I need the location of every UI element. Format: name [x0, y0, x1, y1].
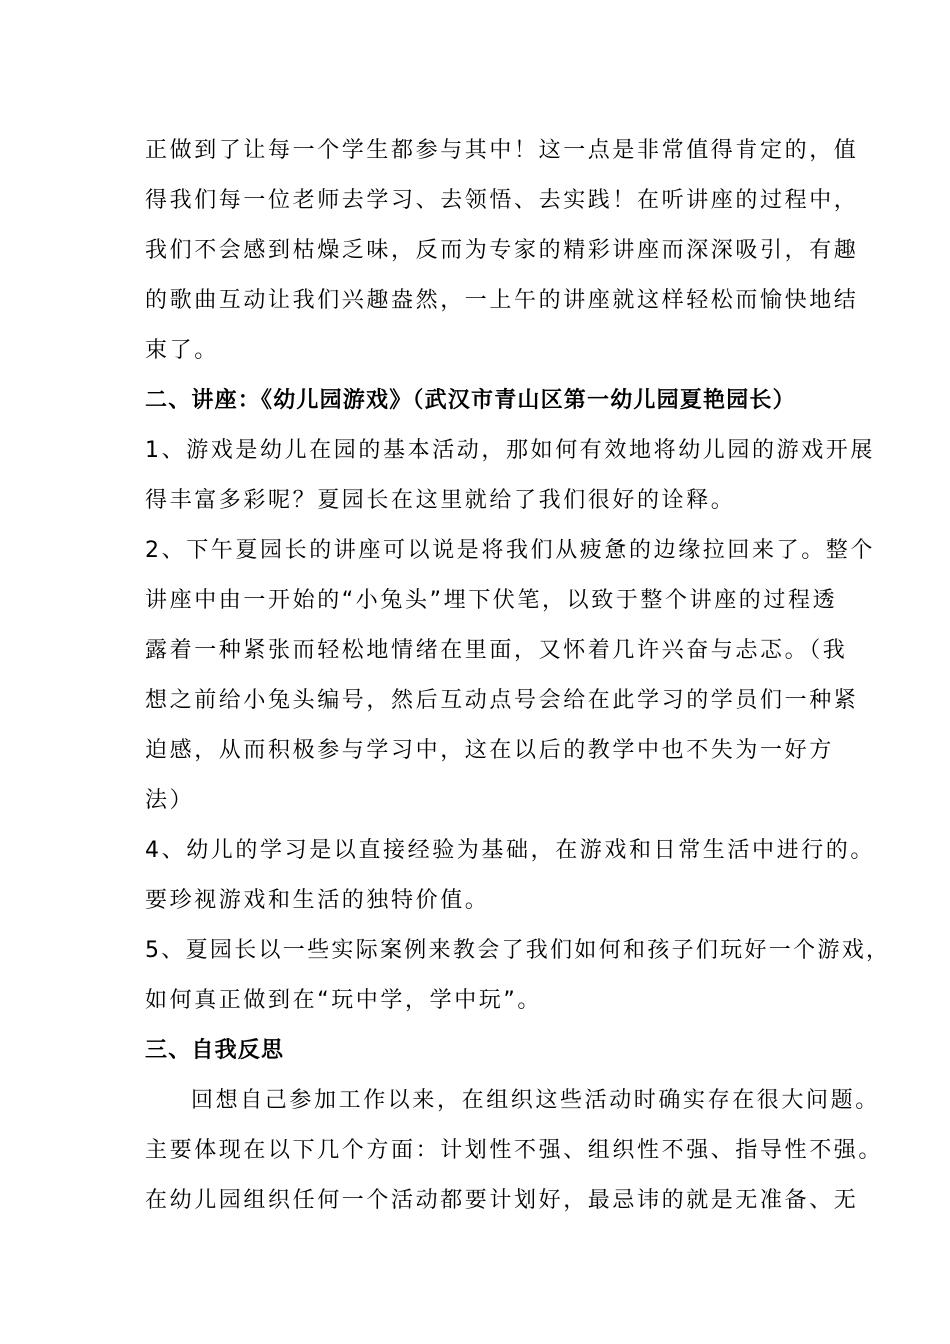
paragraph-line: 正做到了让每一个学生都参与其中！这一点是非常值得肯定的，值: [145, 138, 859, 163]
list-item-line: 5、夏园长以一些实际案例来教会了我们如何和孩子们玩好一个游戏，: [145, 938, 891, 963]
paragraph-line: 我们不会感到枯燥乏味，反而为专家的精彩讲座而深深吸引，有趣: [145, 238, 859, 263]
list-item-line: 得丰富多彩呢？夏园长在这里就给了我们很好的诠释。: [145, 488, 736, 513]
paragraph-line: 得我们每一位老师去学习、去领悟、去实践！在听讲座的过程中，: [145, 188, 859, 213]
list-item-line: 1、游戏是幼儿在园的基本活动，那如何有效地将幼儿园的游戏开展: [145, 438, 875, 463]
list-item-line: 讲座中由一开始的“小兔头”埋下伏笔，以致于整个讲座的过程透: [145, 588, 838, 613]
paragraph-line: 束了。: [145, 338, 219, 363]
paragraph-line: 主要体现在以下几个方面：计划性不强、组织性不强、指导性不强。: [145, 1138, 884, 1163]
list-item-line: 法）: [145, 788, 195, 813]
list-item-line: 2、下午夏园长的讲座可以说是将我们从疲惫的边缘拉回来了。整个: [145, 538, 875, 563]
paragraph-line: 的歌曲互动让我们兴趣盎然，一上午的讲座就这样轻松而愉快地结: [145, 288, 859, 313]
list-item-line: 想之前给小兔头编号，然后互动点号会给在此学习的学员们一种紧: [145, 688, 859, 713]
list-item-line: 如何真正做到在“玩中学，学中玩”。: [145, 988, 542, 1013]
list-item-line: 4、幼儿的学习是以直接经验为基础，在游戏和日常生活中进行的。: [145, 838, 875, 863]
list-item-line: 露着一种紧张而轻松地情绪在里面，又怀着几许兴奋与忐忑。（我: [145, 638, 848, 663]
section-heading-lecture: 二、讲座：《幼儿园游戏》（武汉市青山区第一幼儿园夏艳园长）: [145, 388, 796, 413]
paragraph-line: 在幼儿园组织任何一个活动都要计划好，最忌讳的就是无准备、无: [145, 1188, 859, 1213]
list-item-line: 要珍视游戏和生活的独特价值。: [145, 888, 490, 913]
section-heading-reflection: 三、自我反思: [145, 1038, 285, 1063]
list-item-line: 迫感，从而积极参与学习中，这在以后的教学中也不失为一好方: [145, 738, 834, 763]
paragraph-line: 回想自己参加工作以来，在组织这些活动时确实存在很大问题。: [191, 1088, 880, 1113]
